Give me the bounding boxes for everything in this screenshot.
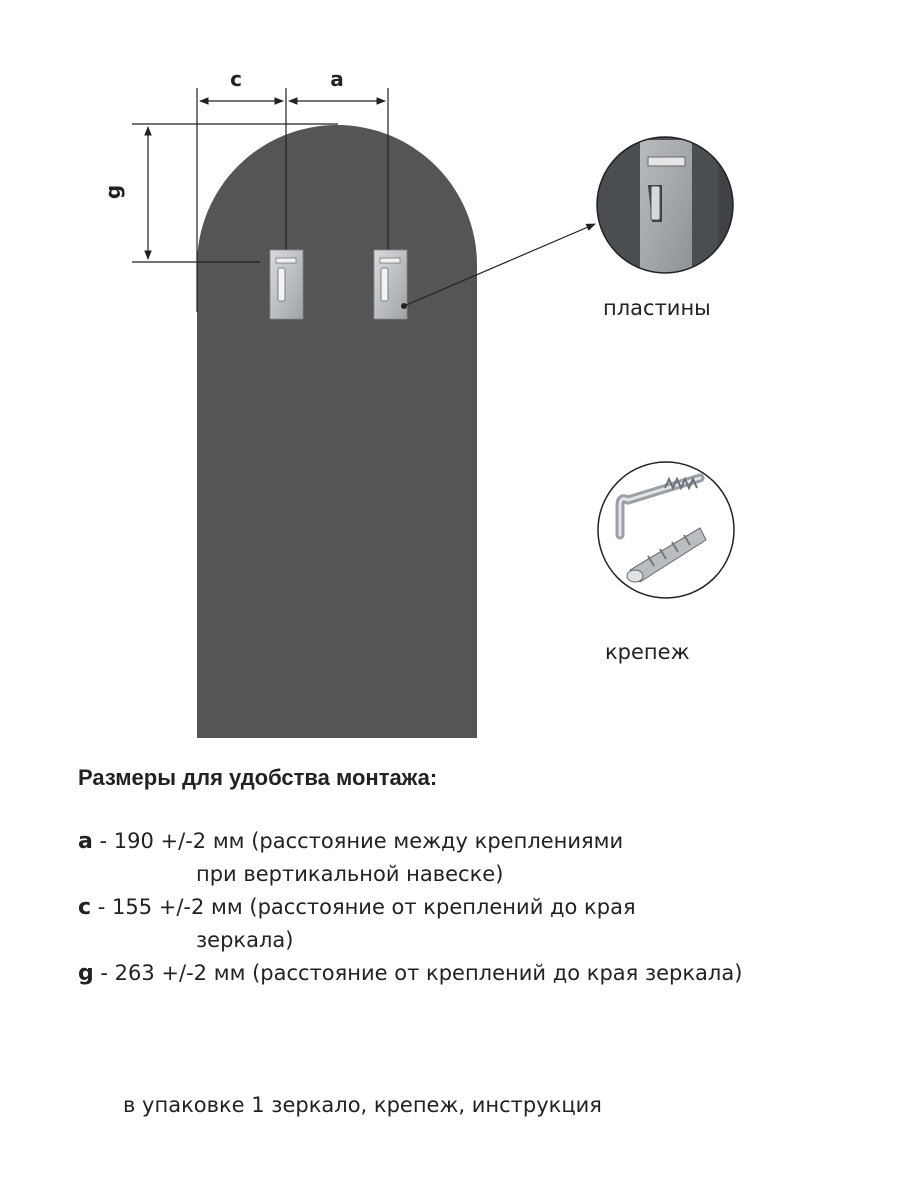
dim-letter-a: a [330,67,344,91]
spec-text-a-cont: при вертикальной навеске) [196,862,504,886]
spec-item-a [78,825,878,891]
spec-text-g: - 263 +/-2 мм (расстояние от креплений до края зеркала) [93,961,743,985]
hook-screw-dowel-icon [596,460,736,600]
spec-text-a: - 190 +/-2 мм (расстояние между креплениями [92,829,624,853]
plates-label: пластины [603,296,711,320]
specs-title: Размеры для удобства монтажа: [78,765,438,790]
dim-letter-c: c [230,67,242,91]
mounting-plate-photo-icon [595,135,738,275]
spec-item-c [78,891,878,957]
mounting-specs [78,765,878,990]
arched-mirror [197,125,477,738]
spec-item-g [78,957,878,990]
spec-letter-g: g [78,961,94,986]
mounting-plate-right [374,250,407,319]
dim-letter-g: g [101,184,125,200]
spec-letter-a: a [78,829,93,854]
spec-letter-c: c [78,895,92,920]
callout-dot [401,303,407,309]
package-contents: в упаковке 1 зеркало, крепеж, инструкция [123,1093,602,1117]
fasteners-label: крепеж [605,640,690,664]
mounting-plate-left [270,250,303,319]
spec-text-c-cont: зеркала) [196,928,294,952]
spec-text-c: - 155 +/-2 мм (расстояние от креплений до края [91,895,636,919]
